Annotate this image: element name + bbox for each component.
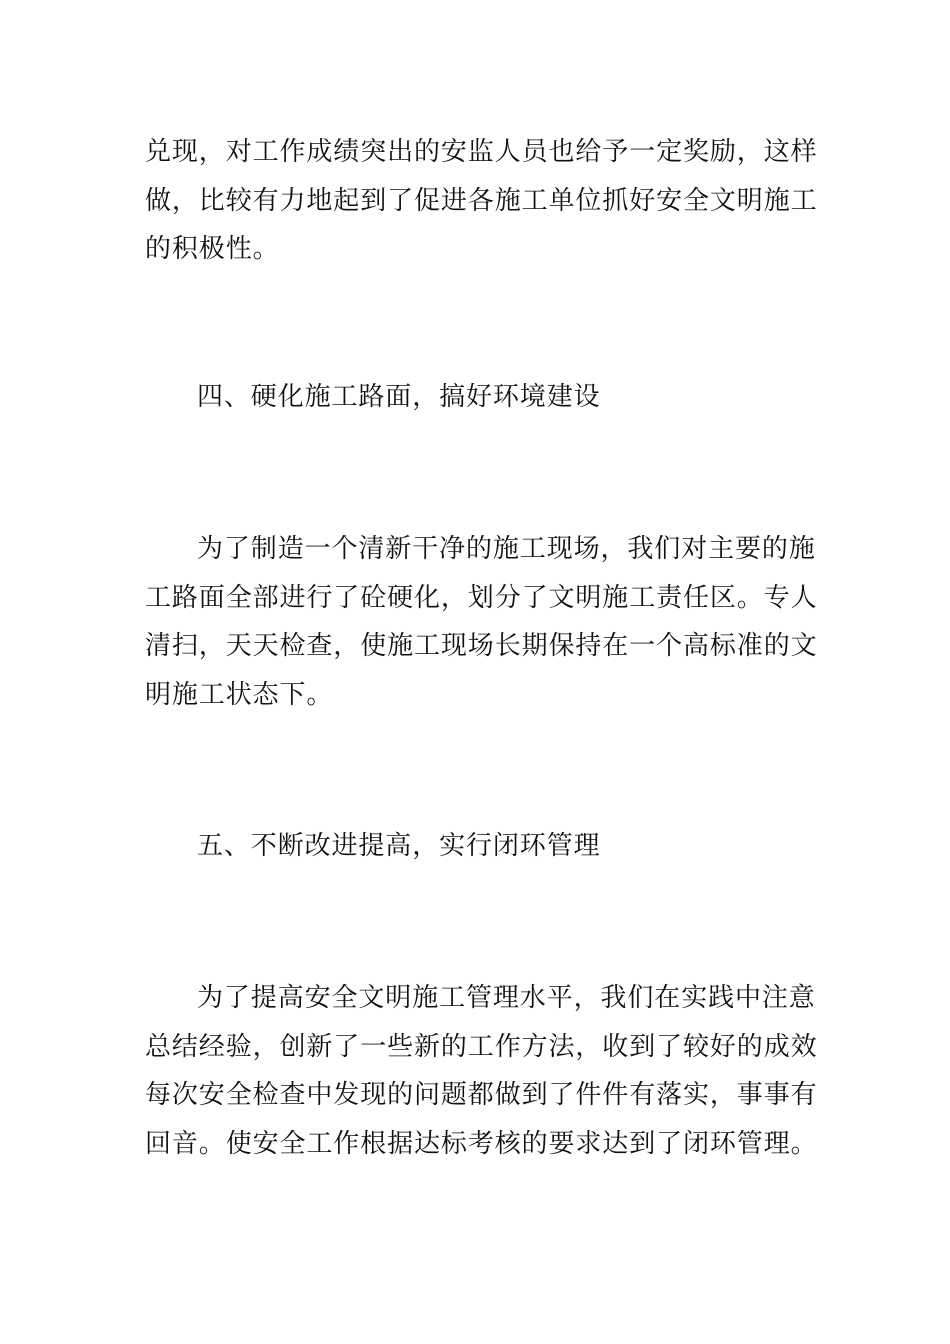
paragraph-continuation <box>145 128 818 274</box>
paragraph-line: 为了提高安全文明施工管理水平，我们在实践中注意 <box>197 983 816 1013</box>
paragraph-line: 总结经验，创新了一些新的工作方法，收到了较好的成效 <box>145 1031 818 1062</box>
paragraph-road-hardening <box>145 525 818 719</box>
section-heading-4: 四、硬化施工路面，搞好环境建设 <box>197 382 601 412</box>
paragraph-line: 每次安全检查中发现的问题都做到了件件有落实，事事有 <box>145 1080 818 1110</box>
paragraph-line: 做，比较有力地起到了促进各施工单位抓好安全文明施工 <box>145 185 818 216</box>
section-heading-5: 五、不断改进提高，实行闭环管理 <box>197 831 601 861</box>
paragraph-line: 兑现，对工作成绩突出的安监人员也给予一定奖励，这样 <box>145 137 818 167</box>
paragraph-closed-loop <box>145 974 818 1168</box>
paragraph-line: 工路面全部进行了砼硬化，划分了文明施工责任区。专人 <box>145 582 818 613</box>
paragraph-line: 为了制造一个清新干净的施工现场，我们对主要的施 <box>197 534 816 564</box>
paragraph-line: 清扫，天天检查，使施工现场长期保持在一个高标准的文 <box>145 631 818 661</box>
paragraph-line: 的积极性。 <box>145 234 280 264</box>
paragraph-line: 明施工状态下。 <box>145 679 334 710</box>
paragraph-line: 回音。使安全工作根据达标考核的要求达到了闭环管理。 <box>145 1128 818 1159</box>
